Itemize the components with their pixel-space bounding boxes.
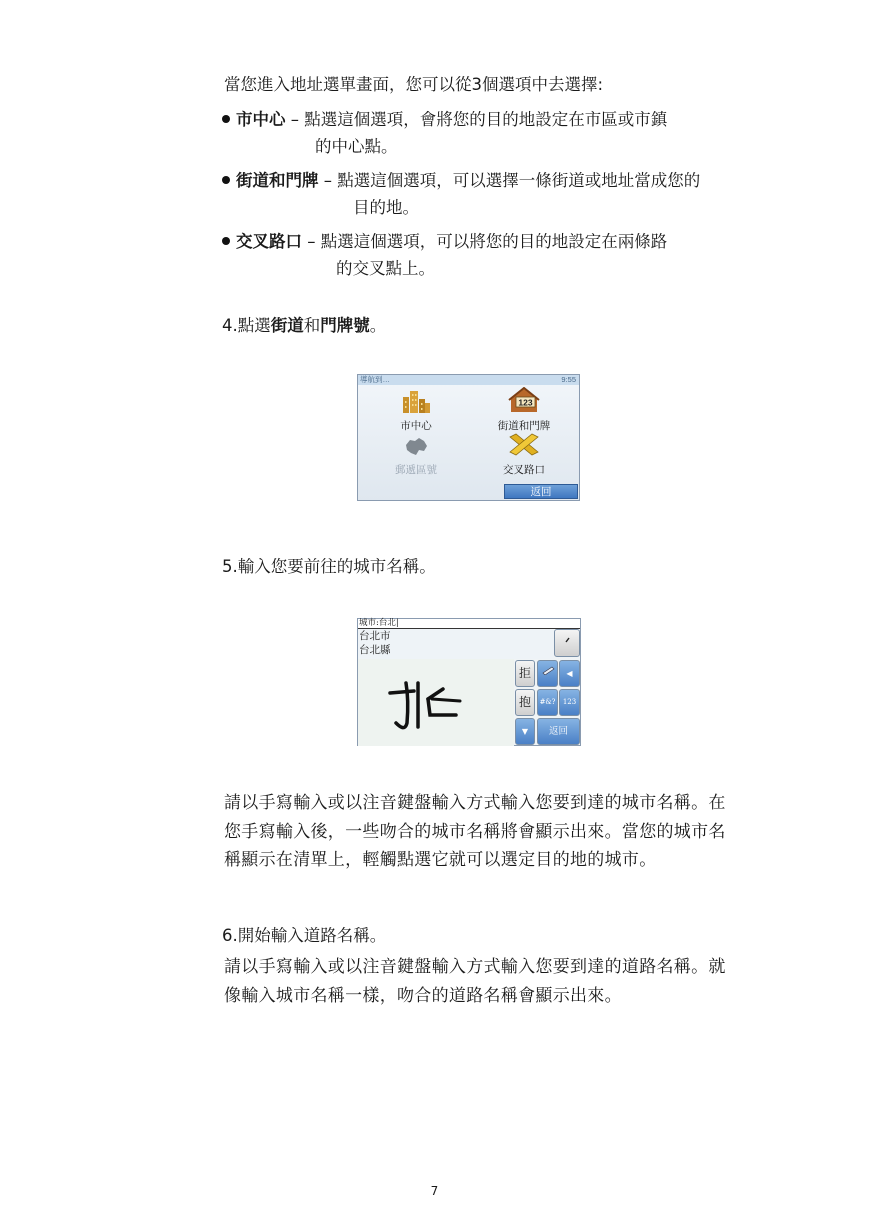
city-result-item[interactable]: 台北縣 xyxy=(359,644,391,656)
intro-text: 當您進入地址選單畫面，您可以從3個選項中去選擇: xyxy=(224,75,604,94)
bullet-desc: – 點選這個選項，會將您的目的地設定在市區或市鎮 xyxy=(285,110,668,129)
crossing-button[interactable] xyxy=(474,433,574,477)
numbers-key[interactable]: 123 xyxy=(559,689,580,716)
check-icon xyxy=(562,635,572,645)
bullet-crossing xyxy=(222,230,667,254)
street-and-number-button[interactable] xyxy=(474,387,574,433)
step-4-prefix: 4.點選 xyxy=(222,316,271,335)
page-number: 7 xyxy=(430,1184,439,1198)
bullet-term: 交叉路口 xyxy=(236,232,302,251)
triangle-left-icon: ◀ xyxy=(566,669,573,678)
bullet-desc-cont: 的中心點。 xyxy=(315,137,398,156)
nav-item-label: 市中心 xyxy=(400,420,432,432)
bullet-dot xyxy=(222,115,230,123)
city-input-field[interactable]: 城市:台北| xyxy=(358,619,580,629)
return-button[interactable]: 返回 xyxy=(504,484,578,499)
step-4-number: 門牌號 xyxy=(320,316,370,335)
nav-clock: 9:55 xyxy=(561,375,576,384)
city-results-list xyxy=(358,629,554,659)
step-5: 5.輸入您要前往的城市名稱。 xyxy=(222,557,436,576)
pen-icon xyxy=(541,665,555,675)
nav-title: 導航到… xyxy=(360,375,390,384)
nav-item-label: 交叉路口 xyxy=(503,464,545,476)
postcode-button[interactable] xyxy=(366,437,466,477)
step-4 xyxy=(222,314,386,338)
bullet-desc: – 點選這個選項，可以將您的目的地設定在兩條路 xyxy=(302,232,668,251)
city-center-button[interactable] xyxy=(366,389,466,433)
bullet-dot xyxy=(222,237,230,245)
navigate-to-screen xyxy=(357,374,580,501)
city-result-item[interactable]: 台北市 xyxy=(359,630,391,642)
symbols-key[interactable]: #&? xyxy=(537,689,558,716)
handwriting-mode-button[interactable] xyxy=(537,660,558,687)
bullet-desc-cont: 的交叉點上。 xyxy=(336,259,435,278)
step-4-and: 和 xyxy=(303,316,321,335)
backspace-button[interactable] xyxy=(559,660,580,687)
bullet-street xyxy=(222,169,700,193)
svg-text:123: 123 xyxy=(518,397,533,408)
street-instructions: 請以手寫輸入或以注音鍵盤輸入方式輸入您要到達的道路名稱。就像輸入城市名稱一樣，吻合的道路名稱會顯示出來。 xyxy=(224,957,726,1006)
bullet-term: 市中心 xyxy=(236,110,286,129)
scroll-down-button[interactable] xyxy=(515,718,535,745)
nav-item-label: 街道和門牌 xyxy=(497,420,551,432)
handwriting-stroke xyxy=(358,659,514,746)
step-6: 6.開始輸入道路名稱。 xyxy=(222,926,387,945)
handwriting-pad[interactable] xyxy=(358,659,514,746)
bullet-term: 街道和門牌 xyxy=(236,171,319,190)
city-instructions: 請以手寫輸入或以注音鍵盤輸入方式輸入您要到達的城市名稱。在您手寫輸入後，一些吻合的城市名稱將會顯示出來。當您的城市名稱顯示在清單上，輕觸點選它就可以選定目的地的城市。 xyxy=(224,793,726,870)
house-number-icon xyxy=(507,387,541,413)
nav-item-label: 郵遞區號 xyxy=(395,464,437,476)
bullet-desc: – 點選這個選項，可以選擇一條街道或地址當成您的 xyxy=(318,171,701,190)
bullet-city-center xyxy=(222,108,667,132)
nav-title-bar xyxy=(358,375,579,385)
region-map-icon xyxy=(402,437,430,457)
step-4-street: 街道 xyxy=(270,316,304,335)
handwriting-input-screen xyxy=(357,618,581,746)
candidate-char-button[interactable]: 拒 xyxy=(515,660,535,687)
return-button[interactable]: 返回 xyxy=(537,718,580,745)
bullet-desc-cont: 目的地。 xyxy=(353,198,419,217)
done-button[interactable] xyxy=(554,629,580,657)
triangle-down-icon: ▼ xyxy=(521,727,529,736)
candidate-char-button[interactable]: 抱 xyxy=(515,689,535,716)
step-4-suffix: 。 xyxy=(369,316,387,335)
buildings-icon xyxy=(400,389,432,413)
crossroads-icon xyxy=(507,433,541,457)
bullet-dot xyxy=(222,176,230,184)
